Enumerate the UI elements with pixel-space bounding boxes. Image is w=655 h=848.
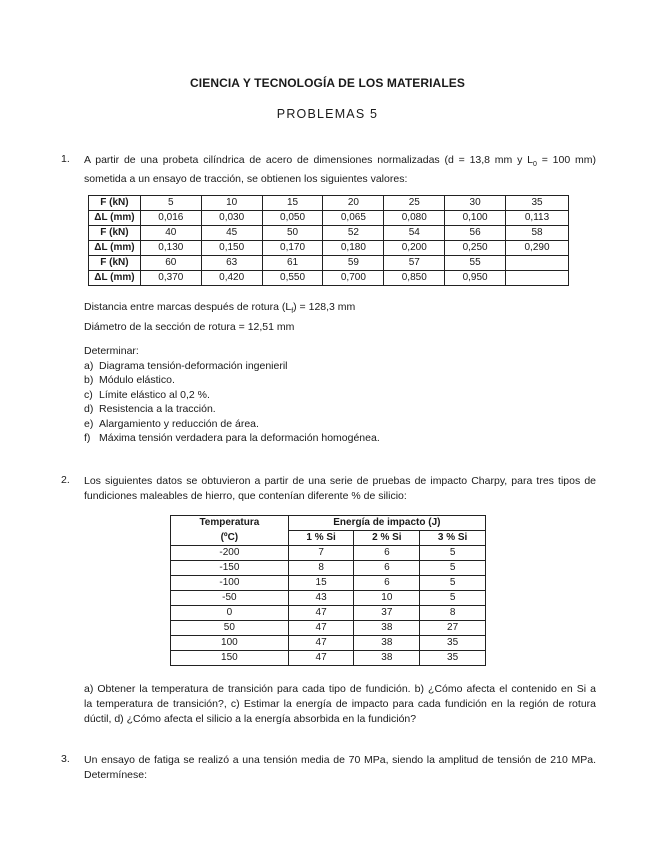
- problem-2-question-line-2: la temperatura de transición?, c) Estimar la energía de impacto para cada fundición en la región de rotura: [84, 698, 596, 710]
- problem-2-question-line-1: a) Obtener la temperatura de transición para cada tipo de fundición. b) ¿Cómo afecta el contenido en Si a: [84, 683, 596, 695]
- problem-2-intro-line-1: Los siguientes datos se obtuvieron a partir de una serie de pruebas de impacto Charpy, para tres tipos de: [84, 475, 596, 487]
- temperature-cell: -100: [171, 576, 289, 591]
- value-cell: 0,016: [140, 211, 201, 226]
- row-label-cell: F (kN): [89, 196, 141, 211]
- item-letter: b): [84, 374, 94, 386]
- problem-3-number: 3.: [61, 753, 70, 765]
- value-cell: 0,420: [201, 271, 262, 286]
- problem-2-intro: [84, 474, 596, 504]
- item-text: Máxima tensión verdadera para la deformación homogénea.: [99, 432, 380, 444]
- tensile-test-table: [88, 195, 569, 286]
- energy-cell: 10: [354, 591, 420, 606]
- temperature-cell: 100: [171, 636, 289, 651]
- energy-cell: 6: [354, 546, 420, 561]
- problem-1-intro-line-1: A partir de una probeta cilíndrica de acero de dimensiones normalizadas (d = 13,8 mm y $L_0 = 100$ mm): [84, 154, 596, 169]
- page-subtitle: PROBLEMAS 5: [276, 107, 379, 121]
- problem-1-number: 1.: [61, 153, 70, 165]
- value-cell: 0,113: [506, 211, 569, 226]
- problem-2-questions: [84, 682, 596, 727]
- problem-1-fracture-data: [84, 300, 355, 334]
- value-cell: 0,150: [201, 241, 262, 256]
- problem-1-intro-line-2: sometida a un ensayo de tracción, se obtienen los siguientes valores:: [84, 173, 408, 186]
- value-cell: 0,100: [445, 211, 506, 226]
- row-label-cell: ΔL (mm): [89, 211, 141, 226]
- determine-item: [84, 402, 380, 417]
- value-cell: 0,050: [262, 211, 323, 226]
- energy-cell: 38: [354, 651, 420, 666]
- value-cell: 15: [262, 196, 323, 211]
- row-label-cell: F (kN): [89, 256, 141, 271]
- value-cell: 0,550: [262, 271, 323, 286]
- value-cell: 20: [323, 196, 384, 211]
- energy-cell: 6: [354, 576, 420, 591]
- determine-item: [84, 431, 380, 446]
- value-cell: 0,250: [445, 241, 506, 256]
- determine-label: Determinar:: [84, 345, 139, 357]
- table-row: [89, 271, 569, 286]
- value-cell: 30: [445, 196, 506, 211]
- item-text: Resistencia a la tracción.: [99, 403, 216, 415]
- problem-3-intro: [84, 753, 596, 783]
- value-cell: 0,065: [323, 211, 384, 226]
- value-cell: 58: [506, 226, 569, 241]
- table-row: [89, 211, 569, 226]
- page-title: CIENCIA Y TECNOLOGÍA DE LOS MATERIALES: [190, 76, 465, 90]
- temperature-cell: -200: [171, 546, 289, 561]
- value-cell: 50: [262, 226, 323, 241]
- value-cell: 57: [384, 256, 445, 271]
- value-cell: [506, 271, 569, 286]
- item-letter: c): [84, 388, 93, 401]
- determine-item: [84, 359, 380, 374]
- value-cell: 60: [140, 256, 201, 271]
- temperature-cell: -150: [171, 561, 289, 576]
- silicon-column-header: 1 % Si: [288, 531, 354, 546]
- energy-cell: 43: [288, 591, 354, 606]
- value-cell: 59: [323, 256, 384, 271]
- energy-cell: 5: [420, 576, 486, 591]
- energy-cell: 5: [420, 561, 486, 576]
- value-cell: 56: [445, 226, 506, 241]
- determine-item: [84, 373, 380, 388]
- energy-cell: 47: [288, 651, 354, 666]
- item-text: Módulo elástico.: [99, 374, 175, 386]
- energy-cell: 27: [420, 621, 486, 636]
- item-text: Diagrama tensión-deformación ingenieril: [99, 359, 288, 372]
- row-label-cell: ΔL (mm): [89, 241, 141, 256]
- problem-1-determine-list: [84, 344, 380, 446]
- item-letter: f): [84, 432, 91, 444]
- energy-cell: 15: [288, 576, 354, 591]
- temperature-header: Temperatura: [171, 516, 289, 531]
- row-label-cell: F (kN): [89, 226, 141, 241]
- energy-cell: 47: [288, 606, 354, 621]
- silicon-column-header: 2 % Si: [354, 531, 420, 546]
- energy-cell: 37: [354, 606, 420, 621]
- row-label-cell: ΔL (mm): [89, 271, 141, 286]
- table-row: [171, 621, 486, 636]
- value-cell: 45: [201, 226, 262, 241]
- value-cell: 0,700: [323, 271, 384, 286]
- table-row: [171, 636, 486, 651]
- problem-2-question-line-3: dúctil, d) ¿Cómo afecta el silicio a la energía absorbida en la fundición?: [84, 713, 417, 725]
- value-cell: 55: [445, 256, 506, 271]
- value-cell: 52: [323, 226, 384, 241]
- value-cell: 0,170: [262, 241, 323, 256]
- problem-3-intro-line-2: Determínese:: [84, 769, 148, 781]
- energy-cell: 38: [354, 621, 420, 636]
- energy-cell: 8: [288, 561, 354, 576]
- temperature-unit-header: (ºC): [171, 531, 289, 546]
- energy-cell: 35: [420, 636, 486, 651]
- item-letter: a): [84, 359, 94, 372]
- fracture-distance-text: Distancia entre marcas después de rotura $(L_f) = 128,3$ mm: [84, 301, 356, 316]
- value-cell: 0,370: [140, 271, 201, 286]
- value-cell: 0,030: [201, 211, 262, 226]
- value-cell: 10: [201, 196, 262, 211]
- silicon-column-header: 3 % Si: [420, 531, 486, 546]
- temperature-cell: 0: [171, 606, 289, 621]
- temperature-cell: 50: [171, 621, 289, 636]
- energy-cell: 47: [288, 636, 354, 651]
- table-row: [171, 576, 486, 591]
- value-cell: 63: [201, 256, 262, 271]
- item-letter: e): [84, 417, 94, 430]
- table-row: [89, 196, 569, 211]
- value-cell: 0,130: [140, 241, 201, 256]
- energy-cell: 8: [420, 606, 486, 621]
- energy-cell: 47: [288, 621, 354, 636]
- value-cell: 0,950: [445, 271, 506, 286]
- energy-cell: 5: [420, 591, 486, 606]
- table-row: [89, 241, 569, 256]
- value-cell: 0,180: [323, 241, 384, 256]
- energy-cell: 35: [420, 651, 486, 666]
- value-cell: 40: [140, 226, 201, 241]
- impact-energy-header: Energía de impacto (J): [288, 516, 485, 531]
- problem-2-intro-line-2: fundiciones maleables de hierro, que contenían diferente % de silicio:: [84, 490, 407, 502]
- determine-item: [84, 417, 380, 432]
- temperature-cell: -50: [171, 591, 289, 606]
- table-row: [171, 561, 486, 576]
- table-row: [171, 546, 486, 561]
- fracture-diameter-text: Diámetro de la sección de rotura = 12,51 mm: [84, 320, 295, 333]
- value-cell: 25: [384, 196, 445, 211]
- problem-1-intro: [84, 153, 596, 187]
- item-letter: d): [84, 403, 94, 415]
- value-cell: 35: [506, 196, 569, 211]
- item-text: Alargamiento y reducción de área.: [99, 417, 259, 430]
- determine-item: [84, 388, 380, 403]
- value-cell: 0,080: [384, 211, 445, 226]
- value-cell: 0,200: [384, 241, 445, 256]
- energy-cell: 5: [420, 546, 486, 561]
- problem-2-number: 2.: [61, 474, 70, 486]
- problem-3-intro-line-1: Un ensayo de fatiga se realizó a una tensión media de 70 MPa, siendo la amplitud de tensión de 210 MPa.: [84, 754, 596, 766]
- value-cell: 54: [384, 226, 445, 241]
- table-row: [89, 256, 569, 271]
- table-row: [89, 226, 569, 241]
- item-text: Límite elástico al 0,2 %.: [99, 388, 210, 401]
- charpy-impact-table: [170, 515, 486, 666]
- energy-cell: 7: [288, 546, 354, 561]
- value-cell: 61: [262, 256, 323, 271]
- table-row: [171, 606, 486, 621]
- table-row: [171, 651, 486, 666]
- value-cell: 5: [140, 196, 201, 211]
- energy-cell: 38: [354, 636, 420, 651]
- value-cell: 0,290: [506, 241, 569, 256]
- energy-cell: 6: [354, 561, 420, 576]
- temperature-cell: 150: [171, 651, 289, 666]
- value-cell: 0,850: [384, 271, 445, 286]
- value-cell: [506, 256, 569, 271]
- table-row: [171, 591, 486, 606]
